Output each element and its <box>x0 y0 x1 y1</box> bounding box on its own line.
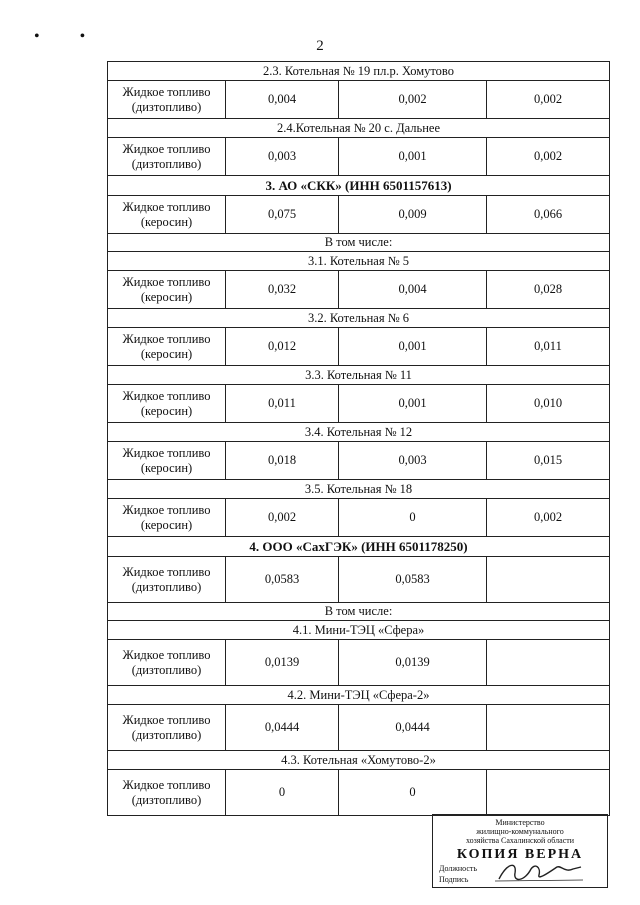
value-cell: 0,002 <box>487 138 610 176</box>
section-heading: 4.3. Котельная «Хомутово-2» <box>108 751 610 770</box>
fuel-cell: Жидкое топливо (керосин) <box>108 328 226 366</box>
fuel-cell: Жидкое топливо (дизтопливо) <box>108 705 226 751</box>
signature-icon <box>495 859 585 885</box>
value-cell: 0,010 <box>487 385 610 423</box>
value-cell: 0,004 <box>226 81 339 119</box>
value-cell: 0,0139 <box>226 640 339 686</box>
fuel-cell: Жидкое топливо (керосин) <box>108 442 226 480</box>
value-cell <box>487 557 610 603</box>
value-cell: 0,028 <box>487 271 610 309</box>
section-heading: 4.1. Мини-ТЭЦ «Сфера» <box>108 621 610 640</box>
subtotal-heading: В том числе: <box>108 603 610 621</box>
value-cell: 0,012 <box>226 328 339 366</box>
section-heading: 2.3. Котельная № 19 пл.р. Хомутово <box>108 62 610 81</box>
stamp-line: хозяйства Сахалинской области <box>465 836 575 845</box>
stamp-line: жилищно-коммунального <box>476 827 564 836</box>
value-cell: 0,004 <box>339 271 487 309</box>
table-row <box>108 385 610 423</box>
value-cell: 0,002 <box>226 499 339 537</box>
certification-stamp <box>432 814 608 888</box>
value-cell: 0,002 <box>487 499 610 537</box>
table-row <box>108 81 610 119</box>
fuel-cell: Жидкое топливо (керосин) <box>108 385 226 423</box>
organization-heading: 3. АО «СКК» (ИНН 6501157613) <box>108 176 610 196</box>
stamp-title: КОПИЯ ВЕРНА <box>456 847 584 862</box>
value-cell: 0,009 <box>339 196 487 234</box>
table-row <box>108 770 610 816</box>
value-cell <box>487 770 610 816</box>
value-cell: 0 <box>339 499 487 537</box>
table-row <box>108 557 610 603</box>
stamp-signature-label: Подпись <box>439 875 469 884</box>
table-row <box>108 271 610 309</box>
fuel-cell: Жидкое топливо (керосин) <box>108 196 226 234</box>
value-cell: 0,0583 <box>339 557 487 603</box>
value-cell: 0,003 <box>226 138 339 176</box>
fuel-cell: Жидкое топливо (дизтопливо) <box>108 640 226 686</box>
table-row <box>108 138 610 176</box>
fuel-table <box>107 61 610 816</box>
value-cell: 0,011 <box>487 328 610 366</box>
value-cell: 0,075 <box>226 196 339 234</box>
table-row <box>108 328 610 366</box>
value-cell: 0,0583 <box>226 557 339 603</box>
fuel-cell: Жидкое топливо (керосин) <box>108 499 226 537</box>
section-heading: 4.2. Мини-ТЭЦ «Сфера-2» <box>108 686 610 705</box>
value-cell: 0,032 <box>226 271 339 309</box>
table-row <box>108 442 610 480</box>
fuel-cell: Жидкое топливо (дизтопливо) <box>108 770 226 816</box>
value-cell: 0,0444 <box>339 705 487 751</box>
value-cell <box>487 705 610 751</box>
page-marks: • • <box>34 28 104 45</box>
page-number: 2 <box>316 38 324 54</box>
section-heading: 3.4. Котельная № 12 <box>108 423 610 442</box>
value-cell: 0,001 <box>339 385 487 423</box>
stamp-line: Министерство <box>495 818 545 827</box>
fuel-cell: Жидкое топливо (дизтопливо) <box>108 557 226 603</box>
table-row <box>108 705 610 751</box>
value-cell: 0,001 <box>339 328 487 366</box>
value-cell: 0,001 <box>339 138 487 176</box>
table-row <box>108 640 610 686</box>
fuel-cell: Жидкое топливо (дизтопливо) <box>108 138 226 176</box>
value-cell: 0,018 <box>226 442 339 480</box>
value-cell: 0,0444 <box>226 705 339 751</box>
value-cell: 0,002 <box>487 81 610 119</box>
value-cell: 0,002 <box>339 81 487 119</box>
value-cell: 0,003 <box>339 442 487 480</box>
organization-heading: 4. ООО «СахГЭК» (ИНН 6501178250) <box>108 537 610 557</box>
section-heading: 2.4.Котельная № 20 с. Дальнее <box>108 119 610 138</box>
value-cell: 0 <box>339 770 487 816</box>
section-heading: 3.1. Котельная № 5 <box>108 252 610 271</box>
fuel-cell: Жидкое топливо (керосин) <box>108 271 226 309</box>
fuel-cell: Жидкое топливо (дизтопливо) <box>108 81 226 119</box>
section-heading: 3.5. Котельная № 18 <box>108 480 610 499</box>
value-cell: 0,0139 <box>339 640 487 686</box>
table-row <box>108 499 610 537</box>
subtotal-heading: В том числе: <box>108 234 610 252</box>
section-heading: 3.3. Котельная № 11 <box>108 366 610 385</box>
value-cell: 0 <box>226 770 339 816</box>
stamp-position-label: Должность <box>439 864 478 873</box>
value-cell <box>487 640 610 686</box>
table-row <box>108 196 610 234</box>
section-heading: 3.2. Котельная № 6 <box>108 309 610 328</box>
value-cell: 0,011 <box>226 385 339 423</box>
value-cell: 0,066 <box>487 196 610 234</box>
value-cell: 0,015 <box>487 442 610 480</box>
